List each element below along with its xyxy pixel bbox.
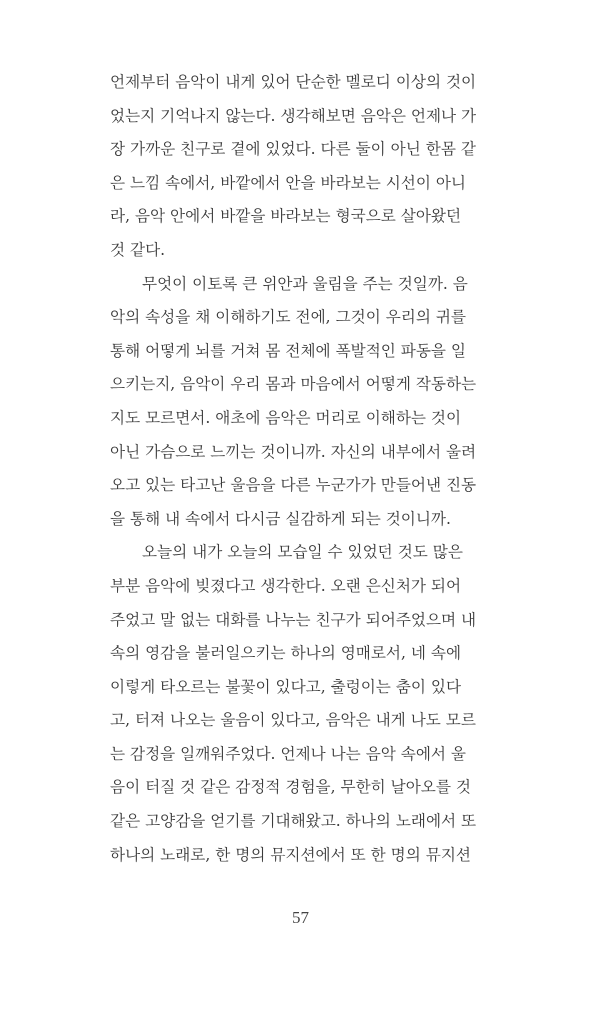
text-line: 장 가까운 친구로 곁에 있었다. 다른 둘이 아닌 한몸 같 <box>110 140 476 159</box>
text-line: 부분 음악에 빚졌다고 생각한다. 오랜 은신처가 되어 <box>110 576 462 595</box>
text-line: 음이 터질 것 같은 감정적 경험을, 무한히 날아오를 것 <box>110 778 471 797</box>
text-line: 주었고 말 없는 대화를 나누는 친구가 되어주었으며 내 <box>110 610 477 629</box>
text-line: 지도 모르면서. 애초에 음악은 머리로 이해하는 것이 <box>110 408 462 427</box>
text-line: 을 통해 내 속에서 다시금 실감하게 되는 것이니까. <box>110 509 451 528</box>
text-line: 속의 영감을 불러일으키는 하나의 영매로서, 네 속에 <box>110 644 462 663</box>
body-text <box>110 66 526 872</box>
text-line: 었는지 기억나지 않는다. 생각해보면 음악은 언제나 가 <box>110 106 477 125</box>
text-line: 라, 음악 안에서 바깥을 바라보는 형국으로 살아왔던 <box>110 207 462 226</box>
page-number: 57 <box>292 908 309 927</box>
text-line: 오늘의 내가 오늘의 모습일 수 있었던 것도 많은 <box>142 543 463 562</box>
text-line: 은 느낌 속에서, 바깥에서 안을 바라보는 시선이 아니 <box>110 173 466 192</box>
text-line: 언제부터 음악이 내게 있어 단순한 멜로디 이상의 것이 <box>110 73 477 91</box>
text-line: 는 감정을 일깨워주었다. 언제나 나는 음악 속에서 울 <box>110 744 466 763</box>
text-line: 아닌 가슴으로 느끼는 것이니까. 자신의 내부에서 울려 <box>110 442 477 461</box>
paragraph-3 <box>110 536 526 872</box>
text-line: 통해 어떻게 뇌를 거쳐 몸 전체에 폭발적인 파동을 일 <box>110 341 466 360</box>
paragraph-2 <box>110 268 526 537</box>
paragraph-1 <box>110 66 526 268</box>
text-line: 으키는지, 음악이 우리 몸과 마음에서 어떻게 작동하는 <box>110 375 477 394</box>
text-line: 하나의 노래로, 한 명의 뮤지션에서 또 한 명의 뮤지션 <box>110 845 471 864</box>
text-line: 고, 터져 나오는 울음이 있다고, 음악은 내게 나도 모르 <box>110 711 476 730</box>
text-line: 이렇게 타오르는 불꽃이 있다고, 출렁이는 춤이 있다 <box>110 677 462 696</box>
text-line: 것 같다. <box>110 240 166 259</box>
text-line: 무엇이 이토록 큰 위안과 울림을 주는 것일까. 음 <box>142 274 468 293</box>
text-line: 악의 속성을 채 이해하기도 전에, 그것이 우리의 귀를 <box>110 308 466 327</box>
text-line: 오고 있는 타고난 울음을 다른 누군가가 만들어낸 진동 <box>110 476 477 495</box>
text-line: 같은 고양감을 얻기를 기대해왔고. 하나의 노래에서 또 <box>110 812 477 831</box>
